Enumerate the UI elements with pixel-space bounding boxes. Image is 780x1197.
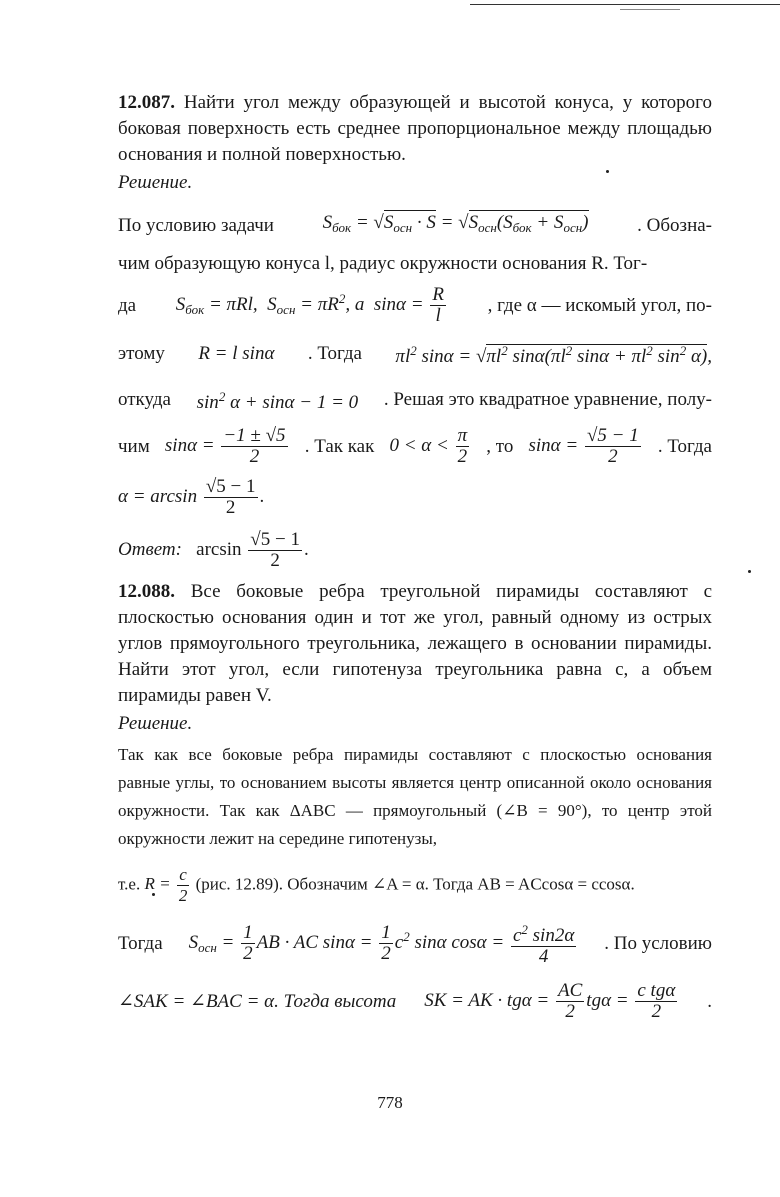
page-number: 778 — [377, 1093, 403, 1112]
formula-s-bok: $S_{бок} = √S_{осн} \cdot S = √S_{осн}(S_{бок} + S_{осн})$ — [322, 212, 589, 235]
solution-alpha: α = arcsin $\frac{√5 - 1}{2}$ . — [118, 476, 265, 518]
text-fragment: , то — [486, 435, 514, 457]
solution-88-line-te — [118, 865, 712, 906]
formula-r: R = l sinα — [198, 343, 275, 364]
fraction: $\frac{√5 - 1}{2}$ — [586, 425, 639, 467]
fraction: $\frac{√5 - 1}{2}$ — [205, 476, 256, 518]
fraction: $\frac{√5 - 1}{2}$ — [250, 529, 300, 571]
formula-areas: $S_{бок} = \pi Rl$, $S_{осн} = \pi R^2$, а sinα = $\frac{R}{l}$ — [175, 284, 444, 326]
formula-roots: sinα = $\frac{-1 \pm √5}{2}$ — [164, 425, 286, 467]
solution-label: Решение. — [118, 713, 193, 734]
text-fragment: . Тогда — [657, 435, 712, 457]
page-body — [118, 90, 712, 1022]
text-fragment: этому — [118, 343, 165, 364]
formula-quadratic: $\sin^2 \alpha + \sin\alpha - 1 = 0$ — [196, 389, 359, 413]
solution-88-line-last — [118, 981, 712, 1022]
fraction: $\frac{-1 \pm √5}{2}$ — [223, 425, 286, 467]
solution-label: Решение. — [118, 172, 193, 193]
formula-height: SK = AK · tgα = $\frac{AC}{2}$ tgα = $\frac{\text{c tgα}}{2}$ — [424, 980, 676, 1022]
text-fragment: Тогда — [118, 932, 163, 954]
text-fragment: . Тогда — [307, 343, 362, 364]
problem-88-statement — [118, 579, 712, 709]
fraction: $\frac{c}{2}$ — [178, 865, 188, 905]
solution-line-4 — [118, 338, 712, 370]
solution-line-3 — [118, 285, 712, 326]
formula-equation: $\pi l^2$ $\sin\alpha = √\pi l^2$ $\sin\alpha(\pi l^2$ $\sin\alpha + \pi l^2$ $\sin^2 \alpha$), — [395, 343, 712, 367]
problem-text: Найти угол между образующей и высотой конуса, у которого боковая поверхность есть среднее пропорциональное между площадью основания и полной поверхностью. — [118, 92, 712, 165]
text-fragment: чим — [118, 435, 150, 457]
text-fragment: α = arcsin — [118, 485, 198, 507]
fraction: $\frac{R}{l}$ — [432, 284, 444, 326]
answer-label: Ответ: — [118, 538, 182, 560]
solution-line-6 — [118, 426, 712, 467]
text-fragment: . По условию — [604, 932, 712, 954]
print-speck — [748, 570, 751, 573]
text-fragment: , где α — искомый угол, по- — [487, 294, 712, 316]
fraction: $\frac{\pi}{2}$ — [457, 425, 468, 467]
text-fragment: (рис. 12.89). Обозначим ∠A = α. Тогда AB = ACcosα = ccosα. — [195, 874, 635, 894]
solution-line-2: чим образующую конуса l, радиус окружности основания R. Тог- — [118, 253, 648, 274]
text-fragment: т.е. — [118, 874, 141, 894]
solution-line-1 — [118, 210, 712, 241]
text-fragment: arcsin — [196, 538, 242, 560]
page-top-rule-short — [620, 9, 680, 10]
problem-number: 12.087. — [118, 92, 175, 113]
problem-text: Все боковые ребра треугольной пирамиды составляют с плоскостью основания один и тот же угол, равный одному из острых углов прямоугольного треугольника, лежащего в основании пирамиды. Найти этот угол, если гипотенуза треугольника равна c, а объем пирамиды равен V. — [118, 581, 712, 706]
fraction: $\frac{AC}{2}$ — [558, 980, 583, 1022]
formula-s-osn: $S_{осн}$ = $\frac{1}{2}$ AB · AC sinα = $\frac{1}{2}$ $c^2$ sinα cosα = $\frac{c^2 \sin 2\alpha}{4}$ — [188, 922, 575, 967]
problem-87-statement — [118, 90, 712, 168]
answer-87: Ответ: arcsin $\frac{√5 - 1}{2}$ . — [118, 529, 309, 571]
solution-88-para: Так как все боковые ребра пирамиды составляют с плоскостью основания равные углы, то основанием высоты является центр описанной около основания окружности. Так как ΔABC — прямоугольный (∠B = 90°), то центр этой окружности лежит на середине гипотенузы, — [118, 745, 712, 848]
solution-line-5 — [118, 384, 712, 416]
text-fragment: . Обозна- — [637, 214, 712, 236]
text-fragment: . Так как — [304, 435, 375, 457]
formula-r-c2: R = $\frac{c}{2}$ — [144, 865, 188, 905]
fraction: $\frac{c^2 \sin 2\alpha}{4}$ — [512, 922, 575, 967]
solution-88-line-togda — [118, 920, 712, 967]
text-fragment: откуда — [118, 389, 171, 410]
text-fragment: ∠SAK = ∠BAC = α. Тогда высота — [118, 990, 397, 1012]
page-top-rule — [470, 4, 780, 5]
problem-number: 12.088. — [118, 581, 175, 602]
formula-range: 0 < α < $\frac{\pi}{2}$ — [389, 425, 468, 467]
fraction: $\frac{1}{2}$ — [381, 922, 391, 964]
formula-sin-value: sinα = $\frac{√5 - 1}{2}$ — [528, 425, 639, 467]
text-fragment: . Решая это квадратное уравнение, полу- — [383, 389, 712, 410]
fraction: $\frac{\text{c tgα}}{2}$ — [637, 980, 676, 1022]
text-fragment: да — [118, 294, 137, 316]
text-fragment: По условию задачи — [118, 214, 274, 236]
text-fragment: . — [707, 990, 712, 1012]
fraction: $\frac{1}{2}$ — [243, 922, 253, 964]
